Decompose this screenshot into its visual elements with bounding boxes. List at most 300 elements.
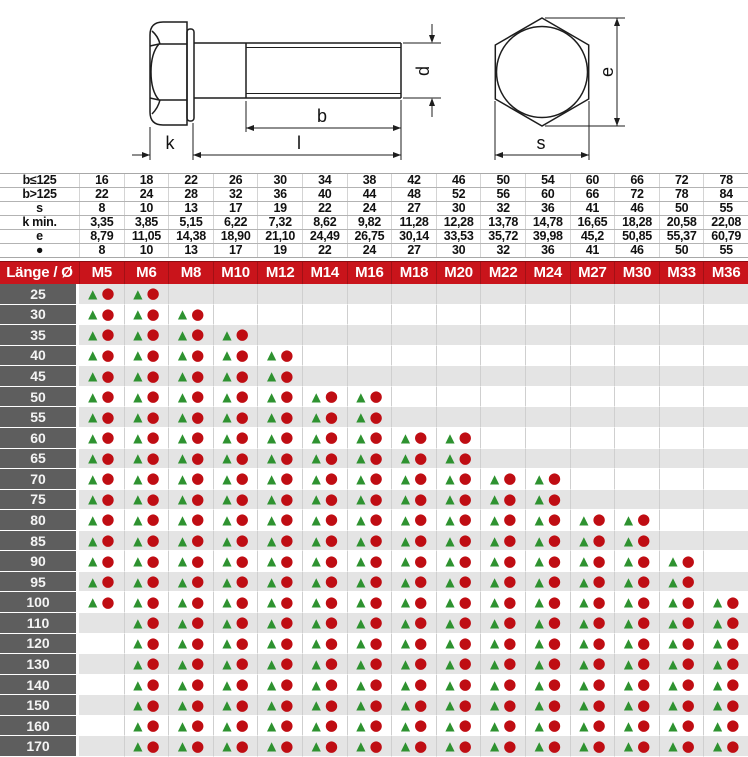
availability-cell-120-m36 [703,634,748,655]
triangle-icon: ▲ [222,389,232,404]
triangle-icon: ▲ [133,656,143,671]
spec-value: 26,75 [347,230,392,243]
availability-cell-75-m33 [659,490,704,511]
availability-cell-170-m30 [614,736,659,757]
length-row-160 [0,716,748,737]
availability-cell-50-m24 [525,387,570,408]
availability-cell-90-m30 [614,551,659,572]
triangle-icon: ▲ [713,656,723,671]
triangle-icon: ▲ [713,677,723,692]
triangle-icon: ▲ [356,718,366,733]
availability-cell-65-m22 [480,449,525,470]
availability-cell-170-m8 [168,736,213,757]
circle-icon: ● [235,675,249,694]
spec-row [0,174,748,188]
availability-cell-45-m24 [525,366,570,387]
availability-cell-80-m14 [302,510,347,531]
triangle-icon: ▲ [88,286,98,301]
triangle-icon: ▲ [713,698,723,713]
availability-cell-50-m6 [124,387,169,408]
circle-icon: ● [280,531,294,550]
spec-value: 56 [480,188,525,201]
triangle-icon: ▲ [579,595,589,610]
circle-icon: ● [146,345,160,364]
row-label-length: 110 [0,613,79,634]
triangle-icon: ▲ [445,533,455,548]
availability-cell-60-m12 [257,428,302,449]
triangle-icon: ▲ [88,451,98,466]
spec-value: 30 [257,174,302,187]
column-header-m20: M20 [436,262,481,284]
row-label-length: 75 [0,490,79,511]
spec-value: 17 [213,202,258,215]
availability-cell-80-m16 [347,510,392,531]
availability-cell-45-m16 [347,366,392,387]
availability-cell-70-m30 [614,469,659,490]
availability-cell-90-m14 [302,551,347,572]
row-label-length: 140 [0,675,79,696]
availability-cell-40-m16 [347,346,392,367]
triangle-icon: ▲ [490,739,500,754]
spec-value: 36 [257,188,302,201]
length-row-50 [0,387,748,408]
spec-value: 32 [480,244,525,257]
availability-cell-45-m10 [213,366,258,387]
circle-icon: ● [235,366,249,385]
availability-cell-90-m24 [525,551,570,572]
triangle-icon: ▲ [400,739,411,754]
circle-icon: ● [101,428,115,447]
availability-cell-120-m16 [347,634,392,655]
triangle-icon: ▲ [177,595,188,610]
availability-cell-90-m20 [436,551,481,572]
spec-row [0,202,748,216]
availability-cell-30-m5 [79,305,124,326]
circle-icon: ● [369,489,383,508]
triangle-icon: ▲ [490,595,500,610]
circle-icon: ● [637,510,651,529]
triangle-icon: ▲ [177,471,188,486]
circle-icon: ● [146,572,160,591]
spec-value: 55 [703,202,748,215]
circle-icon: ● [637,675,651,694]
circle-icon: ● [503,716,517,735]
availability-cell-65-m24 [525,449,570,470]
availability-matrix [0,284,748,757]
availability-cell-40-m18 [391,346,436,367]
spec-value: 21,10 [257,230,302,243]
spec-value: 30 [436,244,481,257]
circle-icon: ● [458,551,472,570]
row-label-length: 170 [0,736,79,757]
circle-icon: ● [191,387,205,406]
availability-cell-130-m6 [124,654,169,675]
availability-cell-25-m36 [703,284,748,305]
triangle-icon: ▲ [623,574,634,589]
triangle-icon: ▲ [356,410,366,425]
availability-cell-140-m5 [79,675,124,696]
circle-icon: ● [592,510,606,529]
availability-cell-140-m8 [168,675,213,696]
triangle-icon: ▲ [445,718,455,733]
spec-value: 13 [168,202,213,215]
availability-cell-160-m33 [659,716,704,737]
availability-cell-100-m30 [614,592,659,613]
circle-icon: ● [726,675,740,694]
circle-icon: ● [324,428,338,447]
triangle-icon: ▲ [267,656,277,671]
triangle-icon: ▲ [579,533,589,548]
availability-cell-95-m27 [570,572,615,593]
circle-icon: ● [369,675,383,694]
triangle-icon: ▲ [356,554,366,569]
availability-cell-85-m5 [79,531,124,552]
spec-value: 22 [79,188,124,201]
availability-cell-170-m14 [302,736,347,757]
availability-cell-60-m8 [168,428,213,449]
column-header-m16: M16 [347,262,392,284]
availability-cell-150-m14 [302,695,347,716]
availability-cell-60-m14 [302,428,347,449]
triangle-icon: ▲ [668,574,678,589]
circle-icon: ● [503,592,517,611]
triangle-icon: ▲ [222,698,232,713]
availability-cell-120-m5 [79,634,124,655]
availability-cell-120-m30 [614,634,659,655]
availability-cell-100-m24 [525,592,570,613]
spec-value: 18 [124,174,169,187]
circle-icon: ● [235,551,249,570]
circle-icon: ● [235,448,249,467]
spec-value: 18,90 [213,230,258,243]
spec-value: 39,98 [525,230,570,243]
availability-cell-55-m30 [614,407,659,428]
availability-cell-170-m18 [391,736,436,757]
availability-cell-70-m10 [213,469,258,490]
circle-icon: ● [547,695,561,714]
triangle-icon: ▲ [623,595,634,610]
spec-value: 19 [257,202,302,215]
availability-cell-150-m27 [570,695,615,716]
circle-icon: ● [101,387,115,406]
availability-cell-80-m33 [659,510,704,531]
circle-icon: ● [191,428,205,447]
circle-icon: ● [235,716,249,735]
triangle-icon: ▲ [88,492,98,507]
dimension-s [495,101,589,160]
availability-cell-30-m27 [570,305,615,326]
circle-icon: ● [547,675,561,694]
availability-cell-55-m36 [703,407,748,428]
availability-cell-70-m27 [570,469,615,490]
spec-value: 22 [302,202,347,215]
triangle-icon: ▲ [267,369,277,384]
spec-value: 24 [347,244,392,257]
availability-cell-40-m33 [659,346,704,367]
availability-cell-65-m6 [124,449,169,470]
availability-cell-65-m16 [347,449,392,470]
triangle-icon: ▲ [222,369,232,384]
triangle-icon: ▲ [267,512,277,527]
spec-value: 32 [213,188,258,201]
availability-cell-45-m20 [436,366,481,387]
availability-cell-35-m6 [124,325,169,346]
triangle-icon: ▲ [490,574,500,589]
triangle-icon: ▲ [356,636,366,651]
triangle-icon: ▲ [534,595,544,610]
length-row-95 [0,572,748,593]
spec-value: 8 [79,202,124,215]
triangle-icon: ▲ [400,698,411,713]
circle-icon: ● [458,736,472,755]
triangle-icon: ▲ [534,492,544,507]
length-row-85 [0,531,748,552]
availability-cell-75-m24 [525,490,570,511]
circle-icon: ● [324,551,338,570]
availability-cell-110-m30 [614,613,659,634]
circle-icon: ● [191,489,205,508]
row-label-length: 40 [0,346,79,367]
triangle-icon: ▲ [445,656,455,671]
circle-icon: ● [235,613,249,632]
spec-value: 48 [391,188,436,201]
availability-cell-150-m36 [703,695,748,716]
triangle-icon: ▲ [445,471,455,486]
circle-icon: ● [458,613,472,632]
spec-value: 46 [436,174,481,187]
availability-cell-100-m16 [347,592,392,613]
circle-icon: ● [369,469,383,488]
availability-cell-25-m14 [302,284,347,305]
triangle-icon: ▲ [177,451,188,466]
triangle-icon: ▲ [88,471,98,486]
triangle-icon: ▲ [222,615,232,630]
triangle-icon: ▲ [88,574,98,589]
circle-icon: ● [324,531,338,550]
availability-cell-110-m22 [480,613,525,634]
circle-icon: ● [280,695,294,714]
availability-cell-80-m18 [391,510,436,531]
triangle-icon: ▲ [534,512,544,527]
spec-value: 18,28 [614,216,659,229]
triangle-icon: ▲ [311,656,321,671]
spec-value: 24 [347,202,392,215]
circle-icon: ● [414,428,428,447]
availability-cell-55-m20 [436,407,481,428]
availability-cell-75-m14 [302,490,347,511]
circle-icon: ● [547,592,561,611]
availability-cell-90-m36 [703,551,748,572]
availability-cell-95-m24 [525,572,570,593]
triangle-icon: ▲ [177,615,188,630]
spec-value: 72 [614,188,659,201]
triangle-icon: ▲ [490,698,500,713]
circle-icon: ● [235,633,249,652]
row-label-length: 45 [0,366,79,387]
availability-cell-100-m27 [570,592,615,613]
circle-icon: ● [146,366,160,385]
availability-cell-170-m22 [480,736,525,757]
circle-icon: ● [146,551,160,570]
triangle-icon: ▲ [222,451,232,466]
circle-icon: ● [414,675,428,694]
column-header-m5: M5 [79,262,124,284]
circle-icon: ● [101,407,115,426]
circle-icon: ● [503,613,517,632]
availability-cell-70-m24 [525,469,570,490]
circle-icon: ● [280,675,294,694]
triangle-icon: ▲ [356,574,366,589]
availability-cell-40-m22 [480,346,525,367]
triangle-icon: ▲ [623,512,634,527]
triangle-icon: ▲ [713,739,723,754]
spec-value: 54 [525,174,570,187]
circle-icon: ● [324,716,338,735]
circle-icon: ● [324,469,338,488]
triangle-icon: ▲ [579,615,589,630]
availability-cell-30-m24 [525,305,570,326]
length-row-60 [0,428,748,449]
row-label-length: 85 [0,531,79,552]
availability-cell-110-m16 [347,613,392,634]
triangle-icon: ▲ [311,389,321,404]
availability-cell-75-m20 [436,490,481,511]
circle-icon: ● [101,531,115,550]
availability-cell-130-m24 [525,654,570,675]
availability-cell-80-m27 [570,510,615,531]
availability-cell-100-m36 [703,592,748,613]
circle-icon: ● [414,510,428,529]
triangle-icon: ▲ [133,554,143,569]
triangle-icon: ▲ [177,698,188,713]
triangle-icon: ▲ [668,698,678,713]
spec-value: 22 [302,244,347,257]
availability-cell-90-m16 [347,551,392,572]
triangle-icon: ▲ [177,636,188,651]
triangle-icon: ▲ [88,369,98,384]
availability-cell-120-m27 [570,634,615,655]
circle-icon: ● [191,633,205,652]
availability-cell-70-m16 [347,469,392,490]
availability-cell-40-m36 [703,346,748,367]
triangle-icon: ▲ [713,595,723,610]
spec-value: 60,79 [703,230,748,243]
circle-icon: ● [146,716,160,735]
availability-cell-70-m6 [124,469,169,490]
availability-cell-60-m10 [213,428,258,449]
availability-cell-40-m30 [614,346,659,367]
triangle-icon: ▲ [623,615,634,630]
row-label-length: 25 [0,284,79,305]
circle-icon: ● [280,736,294,755]
column-header-m12: M12 [257,262,302,284]
availability-cell-120-m8 [168,634,213,655]
triangle-icon: ▲ [445,554,455,569]
availability-cell-120-m24 [525,634,570,655]
spec-value: 84 [703,188,748,201]
circle-icon: ● [637,695,651,714]
circle-icon: ● [101,284,115,303]
circle-icon: ● [414,489,428,508]
circle-icon: ● [458,531,472,550]
triangle-icon: ▲ [490,533,500,548]
triangle-icon: ▲ [311,471,321,486]
spec-value: 66 [614,174,659,187]
circle-icon: ● [101,572,115,591]
availability-cell-160-m36 [703,716,748,737]
availability-cell-80-m6 [124,510,169,531]
circle-icon: ● [101,469,115,488]
circle-icon: ● [235,325,249,344]
availability-cell-130-m12 [257,654,302,675]
spec-value: 44 [347,188,392,201]
triangle-icon: ▲ [623,656,634,671]
size-header-row [0,261,748,284]
triangle-icon: ▲ [311,677,321,692]
triangle-icon: ▲ [356,492,366,507]
column-header-m14: M14 [302,262,347,284]
triangle-icon: ▲ [490,677,500,692]
circle-icon: ● [146,284,160,303]
availability-cell-120-m22 [480,634,525,655]
triangle-icon: ▲ [267,615,277,630]
triangle-icon: ▲ [490,615,500,630]
circle-icon: ● [369,448,383,467]
availability-cell-35-m12 [257,325,302,346]
availability-cell-30-m33 [659,305,704,326]
triangle-icon: ▲ [579,554,589,569]
circle-icon: ● [146,510,160,529]
availability-cell-140-m12 [257,675,302,696]
availability-cell-90-m5 [79,551,124,572]
circle-icon: ● [458,695,472,714]
availability-cell-55-m33 [659,407,704,428]
availability-cell-35-m5 [79,325,124,346]
circle-icon: ● [146,469,160,488]
availability-cell-160-m14 [302,716,347,737]
availability-cell-30-m14 [302,305,347,326]
circle-icon: ● [280,469,294,488]
availability-cell-70-m20 [436,469,481,490]
triangle-icon: ▲ [445,430,455,445]
availability-cell-160-m27 [570,716,615,737]
availability-cell-65-m33 [659,449,704,470]
spec-row-label: b>125 [22,188,57,201]
availability-cell-25-m27 [570,284,615,305]
circle-icon: ● [280,489,294,508]
availability-cell-100-m33 [659,592,704,613]
circle-icon: ● [369,551,383,570]
availability-cell-55-m6 [124,407,169,428]
spec-value: 30 [436,202,481,215]
availability-cell-95-m22 [480,572,525,593]
circle-icon: ● [324,633,338,652]
spec-value: 78 [659,188,704,201]
triangle-icon: ▲ [133,369,143,384]
triangle-icon: ▲ [311,410,321,425]
availability-cell-170-m27 [570,736,615,757]
triangle-icon: ▲ [133,348,143,363]
triangle-icon: ▲ [445,574,455,589]
circle-icon: ● [280,448,294,467]
triangle-icon: ▲ [267,492,277,507]
availability-cell-130-m20 [436,654,481,675]
circle-icon: ● [191,551,205,570]
circle-icon: ● [414,736,428,755]
length-row-70 [0,469,748,490]
triangle-icon: ▲ [534,554,544,569]
circle-icon: ● [681,551,695,570]
